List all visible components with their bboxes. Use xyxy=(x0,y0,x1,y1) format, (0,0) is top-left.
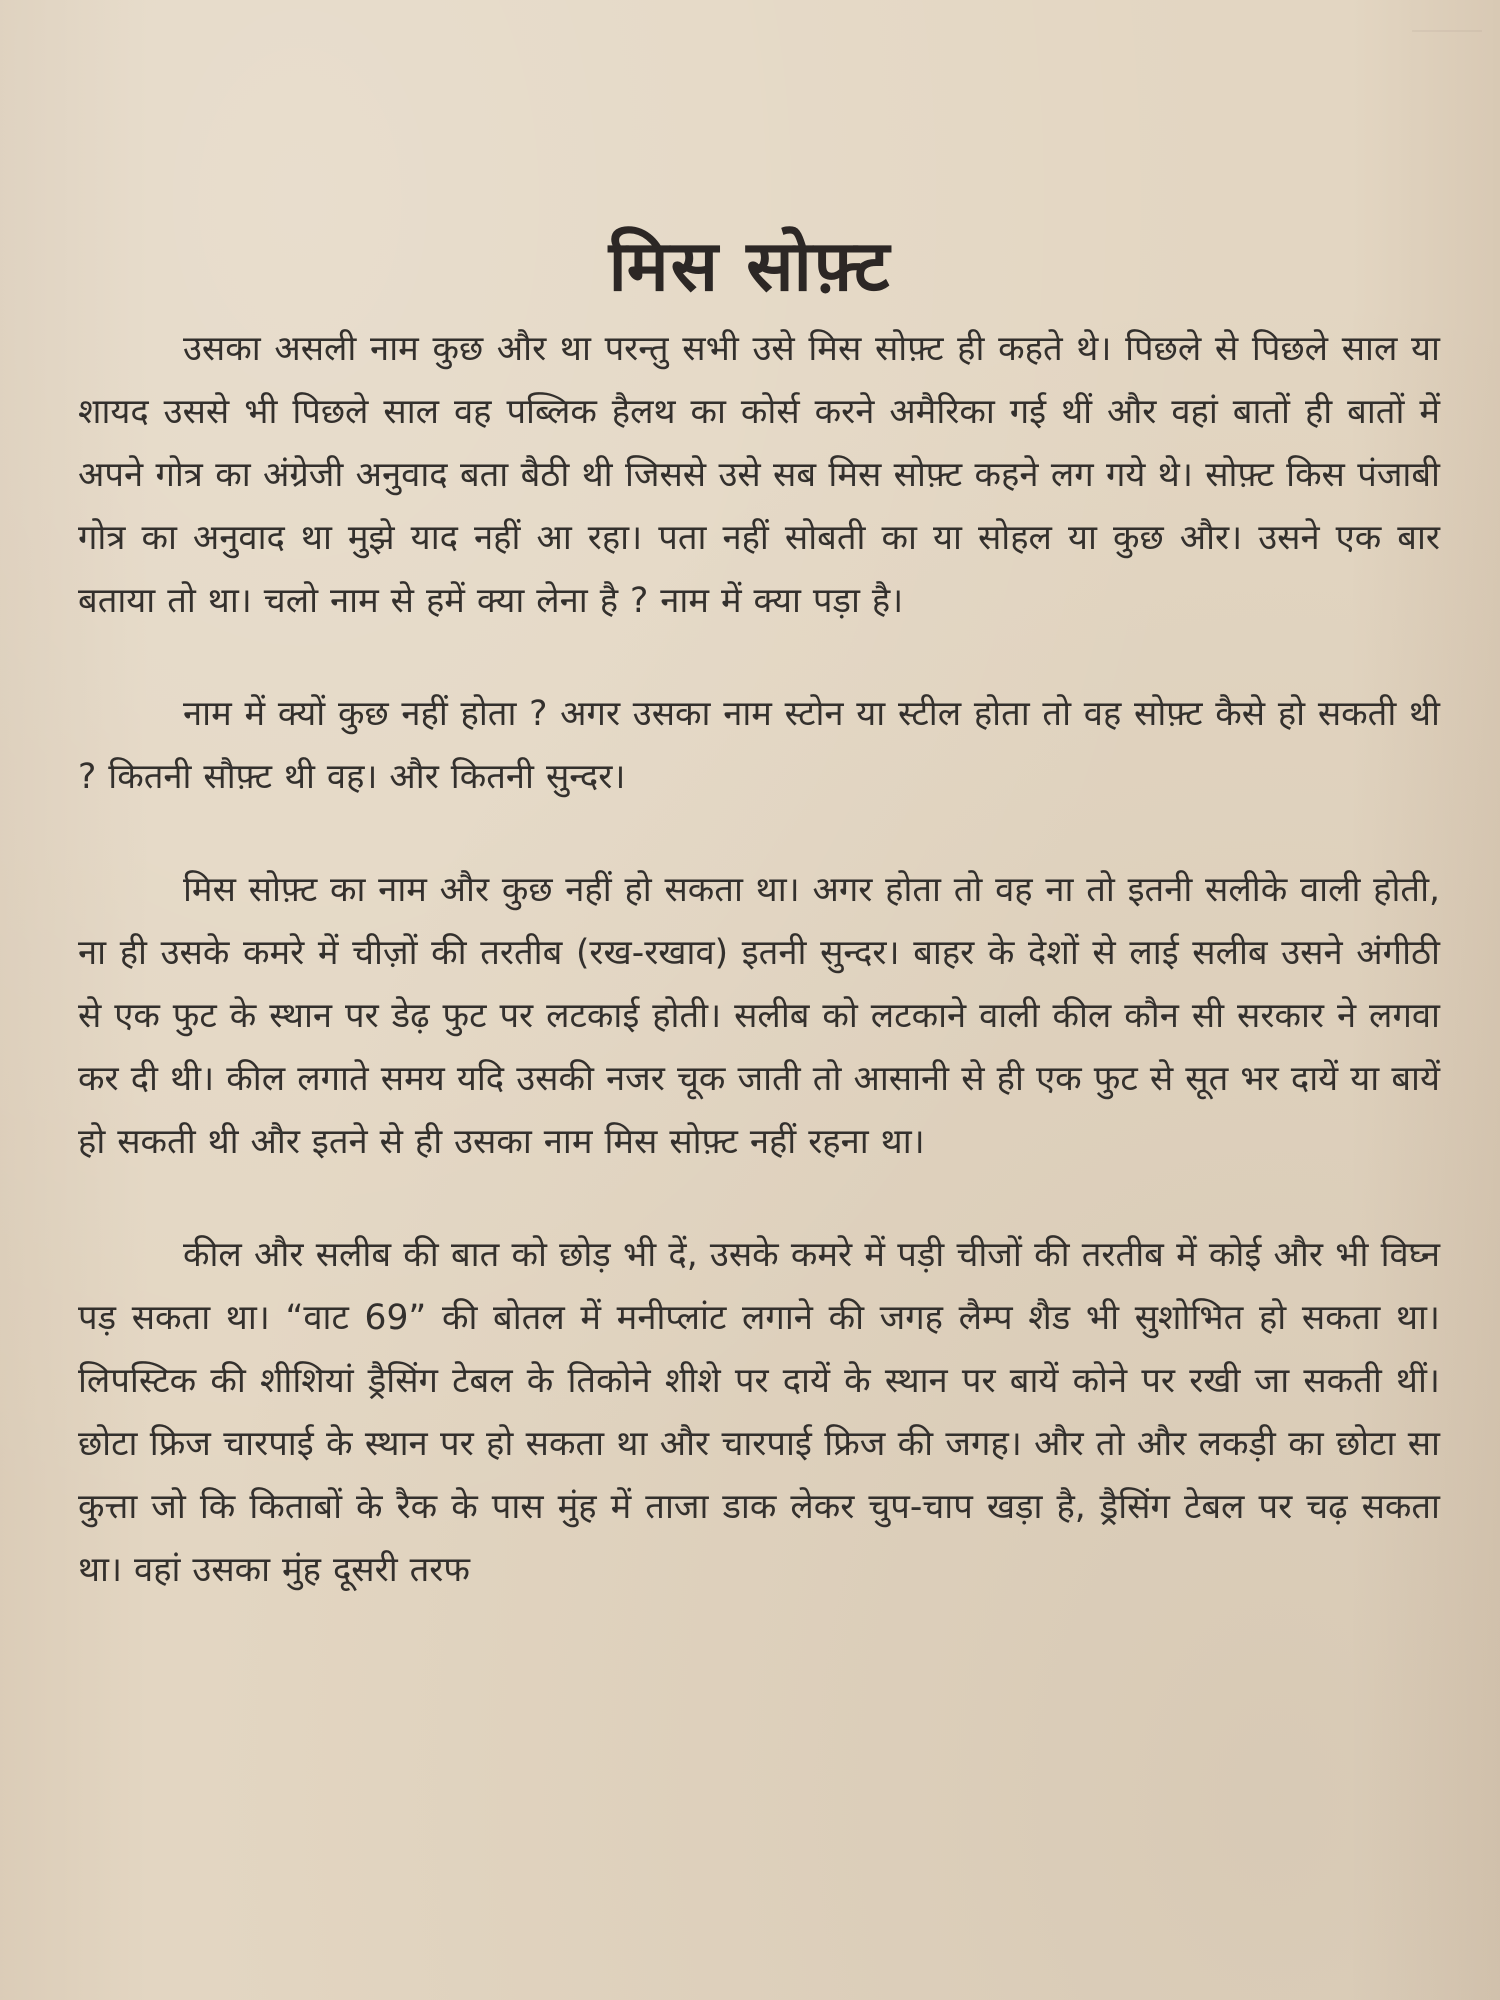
paragraph-3: मिस सोफ़्ट का नाम और कुछ नहीं हो सकता था। अगर होता तो वह ना तो इतनी सलीके वाली होती, ना ही उसके कमरे में चीज़ों की तरतीब (रख-रखाव) इतनी सुन्दर। बाहर के देशों से लाई सलीब उसने अंगीठी से एक फुट के स्थान पर डेढ़ फुट पर लटकाई होती। सलीब को लटकाने वाली कील कौन सी सरकार ने लगवा कर दी थी। कील लगाते समय यदि उसकी नजर चूक जाती तो आसानी से ही एक फुट से सूत भर दायें या बायें हो सकती थी और इतने से ही उसका नाम मिस सोफ़्ट नहीं रहना था। xyxy=(78,870,1440,1162)
paragraph-4: कील और सलीब की बात को छोड़ भी दें, उसके कमरे में पड़ी चीजों की तरतीब में कोई और भी विघ्न पड़ सकता था। “वाट 69” की बोतल में मनीप्लांट लगाने की जगह लैम्प शैड भी सुशोभित हो सकता था। लिपस्टिक की शीशियां ड्रैसिंग टेबल के तिकोने शीशे पर दायें के स्थान पर बायें कोने पर रखी जा सकती थीं। छोटा फ्रिज चारपाई के स्थान पर हो सकता था और चारपाई फ्रिज की जगह। और तो और लकड़ी का छोटा सा कुत्ता जो कि किताबों के रैक के पास मुंह में ताजा डाक लेकर चुप-चाप खड़ा है, ड्रैसिंग टेबल पर चढ़ सकता था। वहां उसका मुंह दूसरी तरफ xyxy=(78,1235,1440,1590)
chapter-title: मिस सोफ़्ट xyxy=(608,224,892,307)
paragraph-1: उसका असली नाम कुछ और था परन्तु सभी उसे मिस सोफ़्ट ही कहते थे। पिछले से पिछले साल या शायद उससे भी पिछले साल वह पब्लिक हैलथ का कोर्स करने अमैरिका गई थीं और वहां बातों ही बातों में अपने गोत्र का अंग्रेजी अनुवाद बता बैठी थी जिससे उसे सब मिस सोफ़्ट कहने लग गये थे। सोफ़्ट किस पंजाबी गोत्र का अनुवाद था मुझे याद नहीं आ रहा। पता नहीं सोबती का या सोहल या कुछ और। उसने एक बार बताया तो था। चलो नाम से हमें क्या लेना है ? नाम में क्या पड़ा है। xyxy=(78,329,1440,621)
page-bleed-mark xyxy=(1412,30,1482,32)
chapter-body xyxy=(78,318,1440,1602)
paragraph-2: नाम में क्यों कुछ नहीं होता ? अगर उसका नाम स्टोन या स्टील होता तो वह सोफ़्ट कैसे हो सकती थी ? कितनी सौफ़्ट थी वह। और कितनी सुन्दर। xyxy=(78,694,1440,797)
